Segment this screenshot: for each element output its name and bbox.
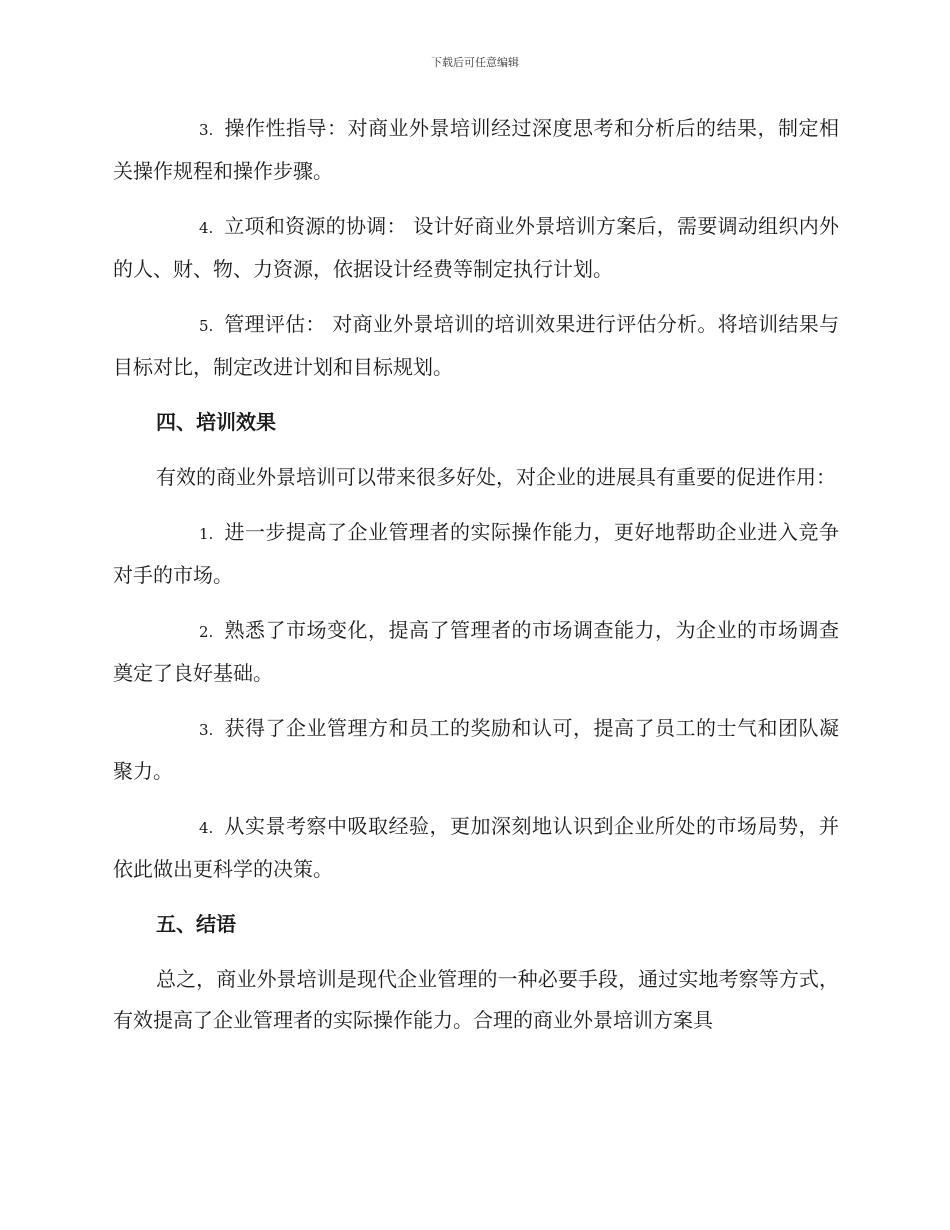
list-item-text: 熟悉了市场变化，提高了管理者的市场调查能力，为企业的市场调查奠定了良好基础。 (113, 618, 839, 685)
list-item-text: 进一步提高了企业管理者的实际操作能力，更好地帮助企业进入竞争对手的市场。 (113, 520, 839, 587)
list-item-text: 操作性指导：对商业外景培训经过深度思考和分析后的结果，制定相关操作规程和操作步骤。 (113, 116, 839, 183)
paragraph: 有效的商业外景培训可以带来很多好处，对企业的进展具有重要的促进作用： (156, 465, 836, 489)
list-item-text: 获得了企业管理方和员工的奖励和认可，提高了员工的士气和团队凝聚力。 (113, 716, 839, 783)
list-item-text: 立项和资源的协调： 设计好商业外景培训方案后，需要调动组织内外的人、财、物、力资源，依据设计经费等制定执行计划。 (113, 214, 839, 281)
section-heading: 五、结语 (156, 912, 236, 936)
list-item-text: 管理评估： 对商业外景培训的培训效果进行评估分析。将培训结果与目标对比，制定改进计划和目标规划。 (113, 312, 839, 379)
list-number: 1. (199, 525, 214, 543)
list-number: 3. (199, 121, 214, 139)
section-heading: 四、培训效果 (156, 410, 276, 434)
list-item (113, 806, 839, 890)
list-item (113, 108, 839, 192)
page-header: 下载后可任意编辑 (431, 56, 519, 69)
list-item (113, 708, 839, 792)
list-item (113, 610, 839, 694)
list-number: 2. (199, 623, 214, 641)
list-number: 4. (199, 819, 214, 837)
list-item-text: 从实景考察中吸取经验，更加深刻地认识到企业所处的市场局势，并依此做出更科学的决策。 (113, 814, 839, 881)
document-body (113, 108, 839, 1055)
list-item (113, 304, 839, 388)
list-number: 4. (199, 219, 214, 237)
list-item (113, 512, 839, 596)
list-number: 3. (199, 721, 214, 739)
list-item (113, 206, 839, 290)
paragraph: 总之，商业外景培训是现代企业管理的一种必要手段，通过实地考察等方式，有效提高了企业管理者的实际操作能力。合理的商业外景培训方案具 (113, 967, 839, 1032)
list-number: 5. (199, 317, 214, 335)
